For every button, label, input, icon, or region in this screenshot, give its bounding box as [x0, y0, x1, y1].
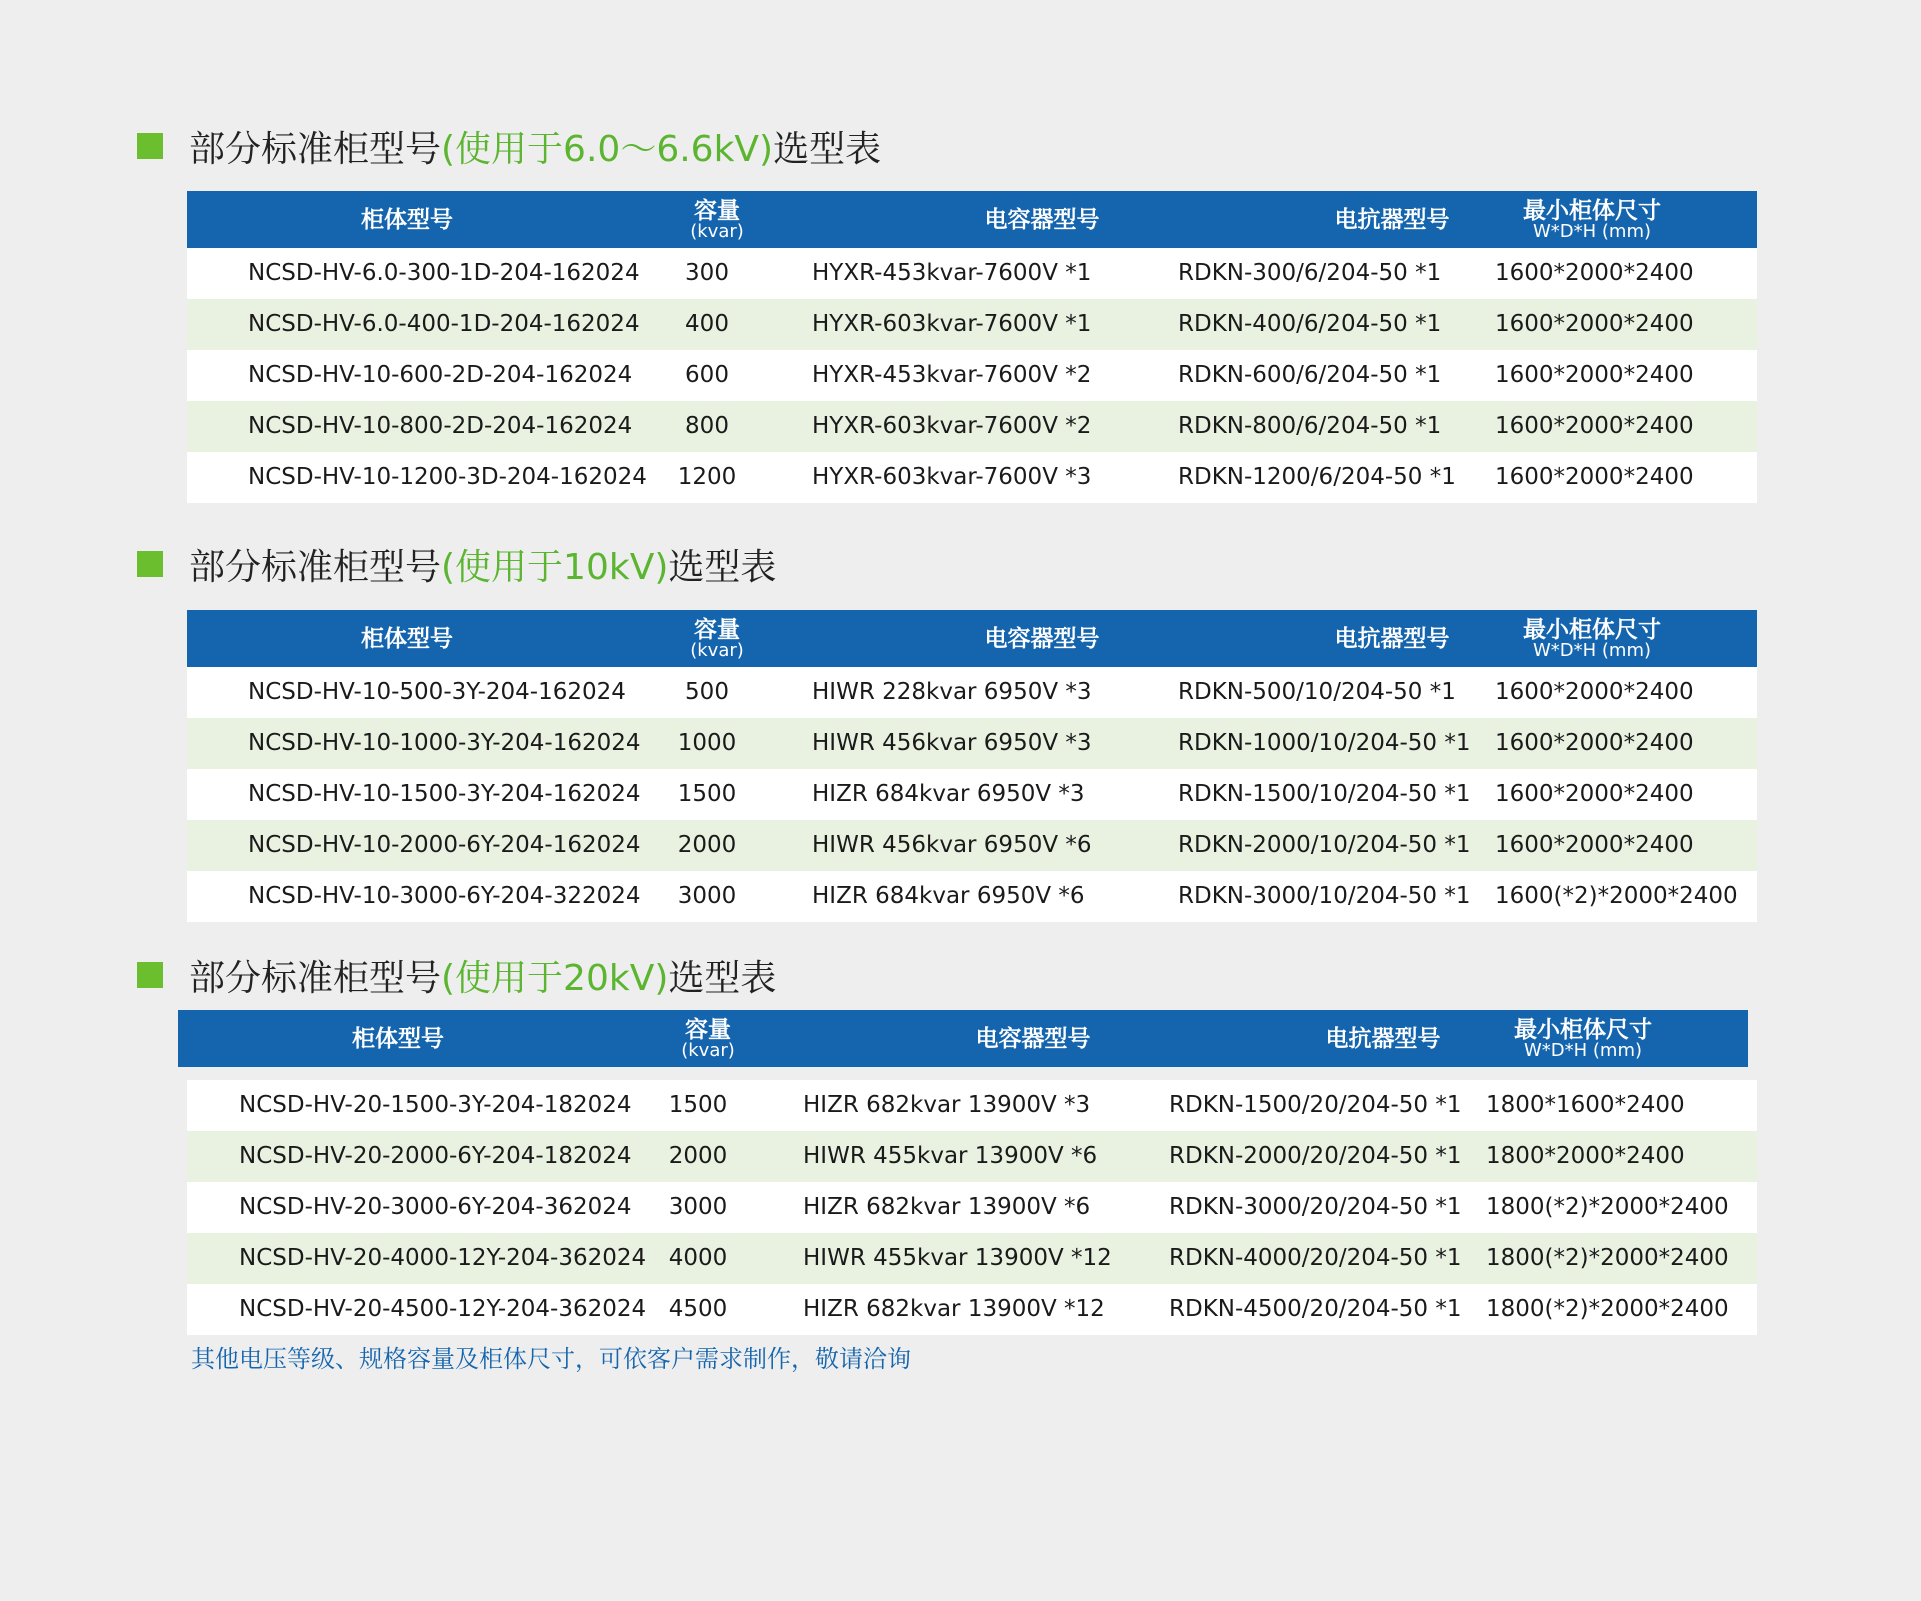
header-label: 电抗器型号 [1334, 625, 1450, 652]
cell-capacity: 1500 [668, 1092, 728, 1118]
cell-capacity: 1200 [677, 464, 737, 490]
title-voltage: (使用于20kV) [441, 957, 669, 999]
title-prefix: 部分标准柜型号 [189, 546, 442, 588]
cell-model: NCSD-HV-10-1500-3Y-204-162024 [248, 781, 641, 807]
header-model [257, 191, 557, 248]
table-row [187, 1131, 1757, 1182]
table-row [187, 1284, 1757, 1335]
cell-capacity: 800 [685, 413, 729, 439]
cell-model: NCSD-HV-20-4500-12Y-204-362024 [239, 1296, 647, 1322]
header-capacity [657, 610, 777, 667]
title-prefix: 部分标准柜型号 [189, 957, 442, 999]
header-label: 最小柜体尺寸 [1514, 1016, 1652, 1043]
cell-reactor: RDKN-1500/10/204-50 *1 [1178, 781, 1471, 807]
header-label: 容量 [694, 197, 740, 224]
cell-capacity: 1000 [677, 730, 737, 756]
cell-model: NCSD-HV-20-1500-3Y-204-182024 [239, 1092, 632, 1118]
cell-capacitor: HYXR-453kvar-7600V *2 [812, 362, 1092, 388]
cell-size: 1600*2000*2400 [1495, 781, 1694, 807]
table-row [187, 871, 1757, 922]
cell-reactor: RDKN-4000/20/204-50 *1 [1169, 1245, 1462, 1271]
cell-model: NCSD-HV-6.0-300-1D-204-162024 [248, 260, 640, 286]
cell-reactor: RDKN-3000/20/204-50 *1 [1169, 1194, 1462, 1220]
table-header [187, 610, 1757, 667]
cell-capacitor: HIZR 684kvar 6950V *6 [812, 883, 1085, 909]
cell-capacity: 4500 [668, 1296, 728, 1322]
cell-size: 1600*2000*2400 [1495, 362, 1694, 388]
header-label: 容量 [685, 1016, 731, 1043]
cell-size: 1600*2000*2400 [1495, 730, 1694, 756]
header-size [1492, 610, 1692, 667]
header-model [248, 1010, 548, 1067]
header-capacitor [917, 610, 1167, 667]
header-unit: W*D*H (mm) [1523, 1039, 1643, 1061]
cell-reactor: RDKN-300/6/204-50 *1 [1178, 260, 1442, 286]
section-title-10kv [137, 536, 776, 592]
cell-size: 1600*2000*2400 [1495, 679, 1694, 705]
header-unit: W*D*H (mm) [1532, 639, 1652, 661]
table-row [187, 1233, 1757, 1284]
cell-capacitor: HIWR 228kvar 6950V *3 [812, 679, 1092, 705]
cell-model: NCSD-HV-20-3000-6Y-204-362024 [239, 1194, 632, 1220]
header-label: 电容器型号 [984, 206, 1100, 233]
header-reactor [1258, 1010, 1508, 1067]
header-size [1483, 1010, 1683, 1067]
cell-model: NCSD-HV-10-3000-6Y-204-322024 [248, 883, 641, 909]
header-reactor [1267, 191, 1517, 248]
title-suffix: 选型表 [773, 128, 882, 170]
cell-size: 1600*2000*2400 [1495, 413, 1694, 439]
cell-capacity: 3000 [668, 1194, 728, 1220]
table-row [187, 350, 1757, 401]
table-row [187, 1080, 1757, 1131]
cell-size: 1800*2000*2400 [1486, 1143, 1685, 1169]
cell-size: 1800(*2)*2000*2400 [1486, 1194, 1729, 1220]
cell-capacity: 300 [685, 260, 729, 286]
header-unit: (kvar) [690, 220, 744, 242]
header-unit: W*D*H (mm) [1532, 220, 1652, 242]
cell-model: NCSD-HV-10-2000-6Y-204-162024 [248, 832, 641, 858]
square-bullet-icon [137, 133, 163, 159]
cell-size: 1600(*2)*2000*2400 [1495, 883, 1738, 909]
cell-reactor: RDKN-1000/10/204-50 *1 [1178, 730, 1471, 756]
header-unit: (kvar) [681, 1039, 735, 1061]
table-row [187, 667, 1757, 718]
header-label: 电抗器型号 [1325, 1025, 1441, 1052]
cell-reactor: RDKN-400/6/204-50 *1 [1178, 311, 1442, 337]
cell-reactor: RDKN-800/6/204-50 *1 [1178, 413, 1442, 439]
cell-model: NCSD-HV-10-600-2D-204-162024 [248, 362, 633, 388]
header-label: 最小柜体尺寸 [1523, 616, 1661, 643]
header-size [1492, 191, 1692, 248]
table-row [187, 718, 1757, 769]
cell-reactor: RDKN-1500/20/204-50 *1 [1169, 1092, 1462, 1118]
title-suffix: 选型表 [668, 957, 777, 999]
cell-capacitor: HIWR 455kvar 13900V *6 [803, 1143, 1098, 1169]
table-row [187, 452, 1757, 503]
header-capacitor [917, 191, 1167, 248]
cell-reactor: RDKN-1200/6/204-50 *1 [1178, 464, 1456, 490]
table-header [187, 191, 1757, 248]
cell-size: 1600*2000*2400 [1495, 260, 1694, 286]
cell-capacity: 2000 [668, 1143, 728, 1169]
header-label: 柜体型号 [361, 625, 453, 652]
header-label: 电容器型号 [975, 1025, 1091, 1052]
cell-model: NCSD-HV-10-1200-3D-204-162024 [248, 464, 647, 490]
cell-capacity: 500 [685, 679, 729, 705]
cell-capacitor: HYXR-603kvar-7600V *1 [812, 311, 1092, 337]
cell-model: NCSD-HV-20-2000-6Y-204-182024 [239, 1143, 632, 1169]
header-label: 最小柜体尺寸 [1523, 197, 1661, 224]
header-capacity [648, 1010, 768, 1067]
section-title-20kv [137, 947, 776, 1003]
header-reactor [1267, 610, 1517, 667]
table-row [187, 769, 1757, 820]
square-bullet-icon [137, 962, 163, 988]
cell-capacitor: HIWR 455kvar 13900V *12 [803, 1245, 1112, 1271]
cell-capacity: 3000 [677, 883, 737, 909]
cell-capacitor: HIZR 682kvar 13900V *3 [803, 1092, 1091, 1118]
cell-reactor: RDKN-2000/10/204-50 *1 [1178, 832, 1471, 858]
cell-capacitor: HYXR-603kvar-7600V *2 [812, 413, 1092, 439]
footnote: 其他电压等级、规格容量及柜体尺寸，可依客户需求制作，敬请洽询 [191, 1345, 911, 1373]
table-row [187, 299, 1757, 350]
header-label: 柜体型号 [361, 206, 453, 233]
table-row [187, 401, 1757, 452]
header-unit: (kvar) [690, 639, 744, 661]
cell-reactor: RDKN-600/6/204-50 *1 [1178, 362, 1442, 388]
cell-capacitor: HYXR-453kvar-7600V *1 [812, 260, 1092, 286]
cell-reactor: RDKN-4500/20/204-50 *1 [1169, 1296, 1462, 1322]
cell-reactor: RDKN-2000/20/204-50 *1 [1169, 1143, 1462, 1169]
header-label: 电容器型号 [984, 625, 1100, 652]
header-capacity [657, 191, 777, 248]
title-voltage: (使用于6.0～6.6kV) [441, 128, 774, 170]
cell-capacitor: HIZR 682kvar 13900V *6 [803, 1194, 1091, 1220]
cell-model: NCSD-HV-10-1000-3Y-204-162024 [248, 730, 641, 756]
cell-capacity: 1500 [677, 781, 737, 807]
table-row [187, 248, 1757, 299]
cell-capacity: 400 [685, 311, 729, 337]
table-row [187, 820, 1757, 871]
cell-model: NCSD-HV-10-800-2D-204-162024 [248, 413, 633, 439]
cell-size: 1600*2000*2400 [1495, 464, 1694, 490]
cell-model: NCSD-HV-20-4000-12Y-204-362024 [239, 1245, 647, 1271]
section-title-6kv [137, 118, 881, 174]
cell-reactor: RDKN-3000/10/204-50 *1 [1178, 883, 1471, 909]
title-suffix: 选型表 [668, 546, 777, 588]
cell-capacitor: HYXR-603kvar-7600V *3 [812, 464, 1092, 490]
square-bullet-icon [137, 551, 163, 577]
table-row [187, 1182, 1757, 1233]
cell-size: 1800(*2)*2000*2400 [1486, 1296, 1729, 1322]
cell-size: 1600*2000*2400 [1495, 832, 1694, 858]
cell-capacity: 2000 [677, 832, 737, 858]
header-label: 柜体型号 [352, 1025, 444, 1052]
cell-capacity: 4000 [668, 1245, 728, 1271]
cell-size: 1800*1600*2400 [1486, 1092, 1685, 1118]
cell-model: NCSD-HV-6.0-400-1D-204-162024 [248, 311, 640, 337]
header-label: 容量 [694, 616, 740, 643]
cell-reactor: RDKN-500/10/204-50 *1 [1178, 679, 1456, 705]
cell-size: 1800(*2)*2000*2400 [1486, 1245, 1729, 1271]
cell-capacitor: HIZR 684kvar 6950V *3 [812, 781, 1085, 807]
cell-capacity: 600 [685, 362, 729, 388]
header-capacitor [908, 1010, 1158, 1067]
header-label: 电抗器型号 [1334, 206, 1450, 233]
cell-capacitor: HIWR 456kvar 6950V *6 [812, 832, 1092, 858]
cell-capacitor: HIWR 456kvar 6950V *3 [812, 730, 1092, 756]
cell-model: NCSD-HV-10-500-3Y-204-162024 [248, 679, 626, 705]
cell-size: 1600*2000*2400 [1495, 311, 1694, 337]
cell-capacitor: HIZR 682kvar 13900V *12 [803, 1296, 1105, 1322]
header-model [257, 610, 557, 667]
title-prefix: 部分标准柜型号 [189, 128, 442, 170]
table-header [178, 1010, 1748, 1067]
title-voltage: (使用于10kV) [441, 546, 669, 588]
